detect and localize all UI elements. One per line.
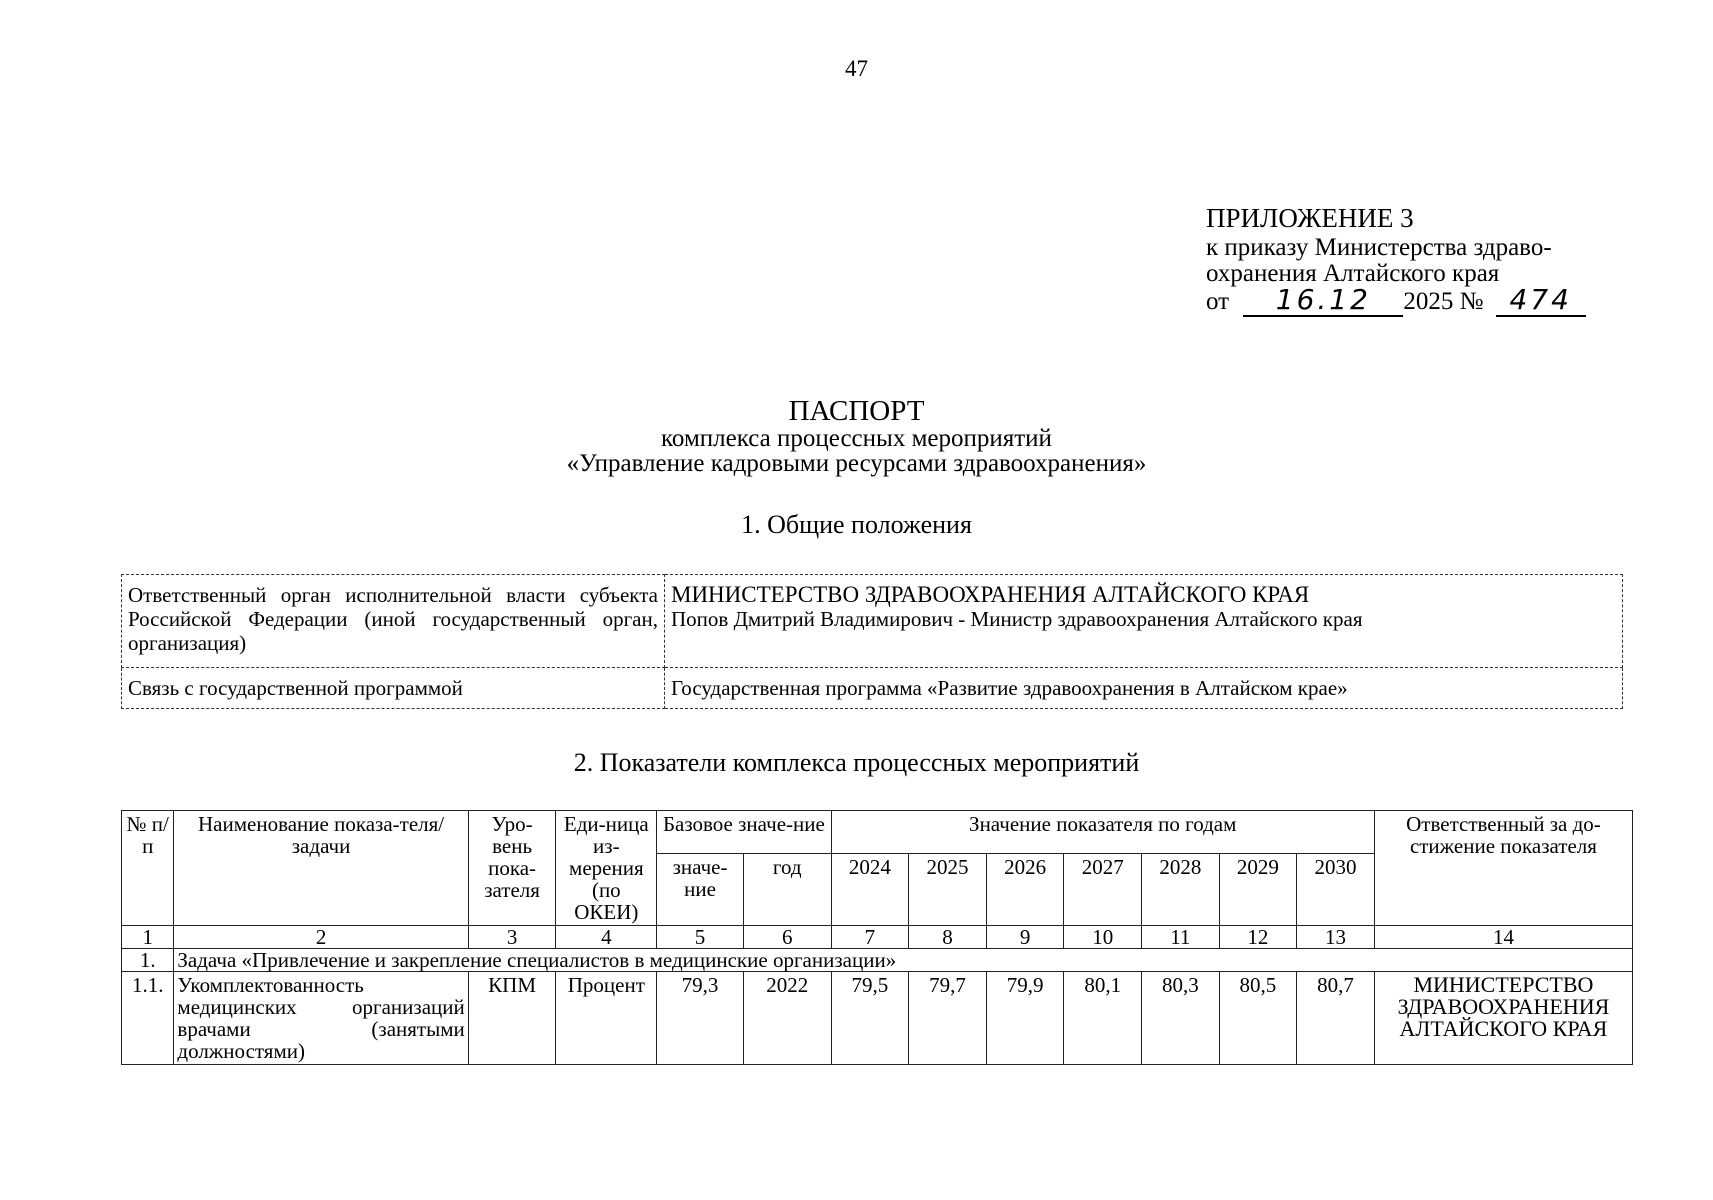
handwritten-date: 16.12 (1275, 283, 1371, 316)
column-number: 2 (174, 926, 468, 949)
table-row (122, 972, 1633, 1065)
passport-title: ПАСПОРТ (788, 395, 925, 427)
section-1-heading: 1. Общие положения (741, 510, 972, 539)
column-number: 13 (1297, 926, 1375, 949)
passport-subtitle-2: «Управление кадровыми ресурсами здравоохранения» (566, 450, 1147, 477)
row-value-2025: 79,7 (909, 972, 987, 1065)
row-responsible: МИНИСТЕРСТВО ЗДРАВООХРАНЕНИЯ АЛТАЙСКОГО КРАЯ (1374, 972, 1632, 1065)
task-num: 1. (122, 949, 174, 972)
header-base-year: год (743, 854, 831, 926)
column-number: 6 (743, 926, 831, 949)
number-underline (1496, 283, 1586, 317)
header-row-1 (122, 811, 1633, 854)
column-number: 9 (986, 926, 1064, 949)
general-info-table (121, 574, 1623, 709)
column-number: 5 (657, 926, 744, 949)
page-number: 47 (845, 56, 868, 81)
column-number: 12 (1219, 926, 1297, 949)
general-label: Связь с государственной программой (122, 668, 665, 709)
date-underline (1243, 283, 1403, 317)
header-year: 2029 (1219, 854, 1297, 926)
task-text: Задача «Привлечение и закрепление специалистов в медицинские организации» (174, 949, 1633, 972)
passport-subtitle-1: комплекса процессных мероприятий (661, 425, 1052, 452)
row-value-2030: 80,7 (1297, 972, 1375, 1065)
row-value-2028: 80,3 (1142, 972, 1220, 1065)
year-number-label: 2025 № (1403, 288, 1484, 315)
row-unit: Процент (556, 972, 657, 1065)
header-by-years: Значение показателя по годам (831, 811, 1374, 854)
general-label: Ответственный орган исполнительной власти субъекта Российской Федерации (иной государственный орган, организация) (122, 575, 665, 668)
ministry-name: МИНИСТЕРСТВО ЗДРАВООХРАНЕНИЯ АЛТАЙСКОГО КРАЯ (671, 582, 1310, 607)
row-level: КПМ (468, 972, 556, 1065)
header-base: Базовое значе-ние (657, 811, 831, 854)
indicators-table (121, 810, 1633, 1065)
from-label: от (1206, 288, 1230, 315)
header-level: Уро-вень пока-зателя (468, 811, 556, 926)
appendix-line-2: охранения Алтайского края (1206, 260, 1500, 287)
appendix-date-line (1206, 283, 1636, 317)
header-year: 2025 (909, 854, 987, 926)
column-number: 7 (831, 926, 909, 949)
column-number: 1 (122, 926, 174, 949)
general-value: Государственная программа «Развитие здравоохранения в Алтайском крае» (665, 668, 1623, 709)
header-num: № п/п (122, 811, 174, 926)
appendix-line-1: к приказу Министерства здраво- (1206, 234, 1552, 261)
header-year: 2027 (1064, 854, 1142, 926)
handwritten-number: 474 (1509, 283, 1572, 316)
minister-name: Попов Дмитрий Владимирович - Министр здравоохранения Алтайского края (671, 607, 1363, 631)
column-number: 10 (1064, 926, 1142, 949)
appendix-title: ПРИЛОЖЕНИЕ 3 (1206, 203, 1414, 233)
column-number: 14 (1374, 926, 1632, 949)
row-base-value: 79,3 (657, 972, 744, 1065)
row-value-2027: 80,1 (1064, 972, 1142, 1065)
row-name: Укомплектованность медицинских организаций врачами (занятыми должностями) (174, 972, 468, 1065)
row-value-2029: 80,5 (1219, 972, 1297, 1065)
section-2-heading: 2. Показатели комплекса процессных мероприятий (573, 748, 1140, 777)
general-row-program (122, 668, 1623, 709)
column-number: 4 (556, 926, 657, 949)
row-base-year: 2022 (743, 972, 831, 1065)
column-number: 3 (468, 926, 556, 949)
appendix-block (1206, 205, 1636, 317)
column-number: 8 (909, 926, 987, 949)
row-value-2026: 79,9 (986, 972, 1064, 1065)
passport-heading (0, 396, 1713, 476)
row-num: 1.1. (122, 972, 174, 1065)
header-year: 2028 (1142, 854, 1220, 926)
general-row-responsible (122, 575, 1623, 668)
header-name: Наименование показа-теля/задачи (174, 811, 468, 926)
task-row (122, 949, 1633, 972)
header-year: 2030 (1297, 854, 1375, 926)
header-year: 2024 (831, 854, 909, 926)
header-base-value: значе-ние (657, 854, 744, 926)
header-year: 2026 (986, 854, 1064, 926)
general-value (665, 575, 1623, 668)
column-number: 11 (1142, 926, 1220, 949)
header-unit: Еди-ница из-мерения (по ОКЕИ) (556, 811, 657, 926)
header-responsible: Ответственный за до-стижение показателя (1374, 811, 1632, 926)
column-number-row (122, 926, 1633, 949)
row-value-2024: 79,5 (831, 972, 909, 1065)
